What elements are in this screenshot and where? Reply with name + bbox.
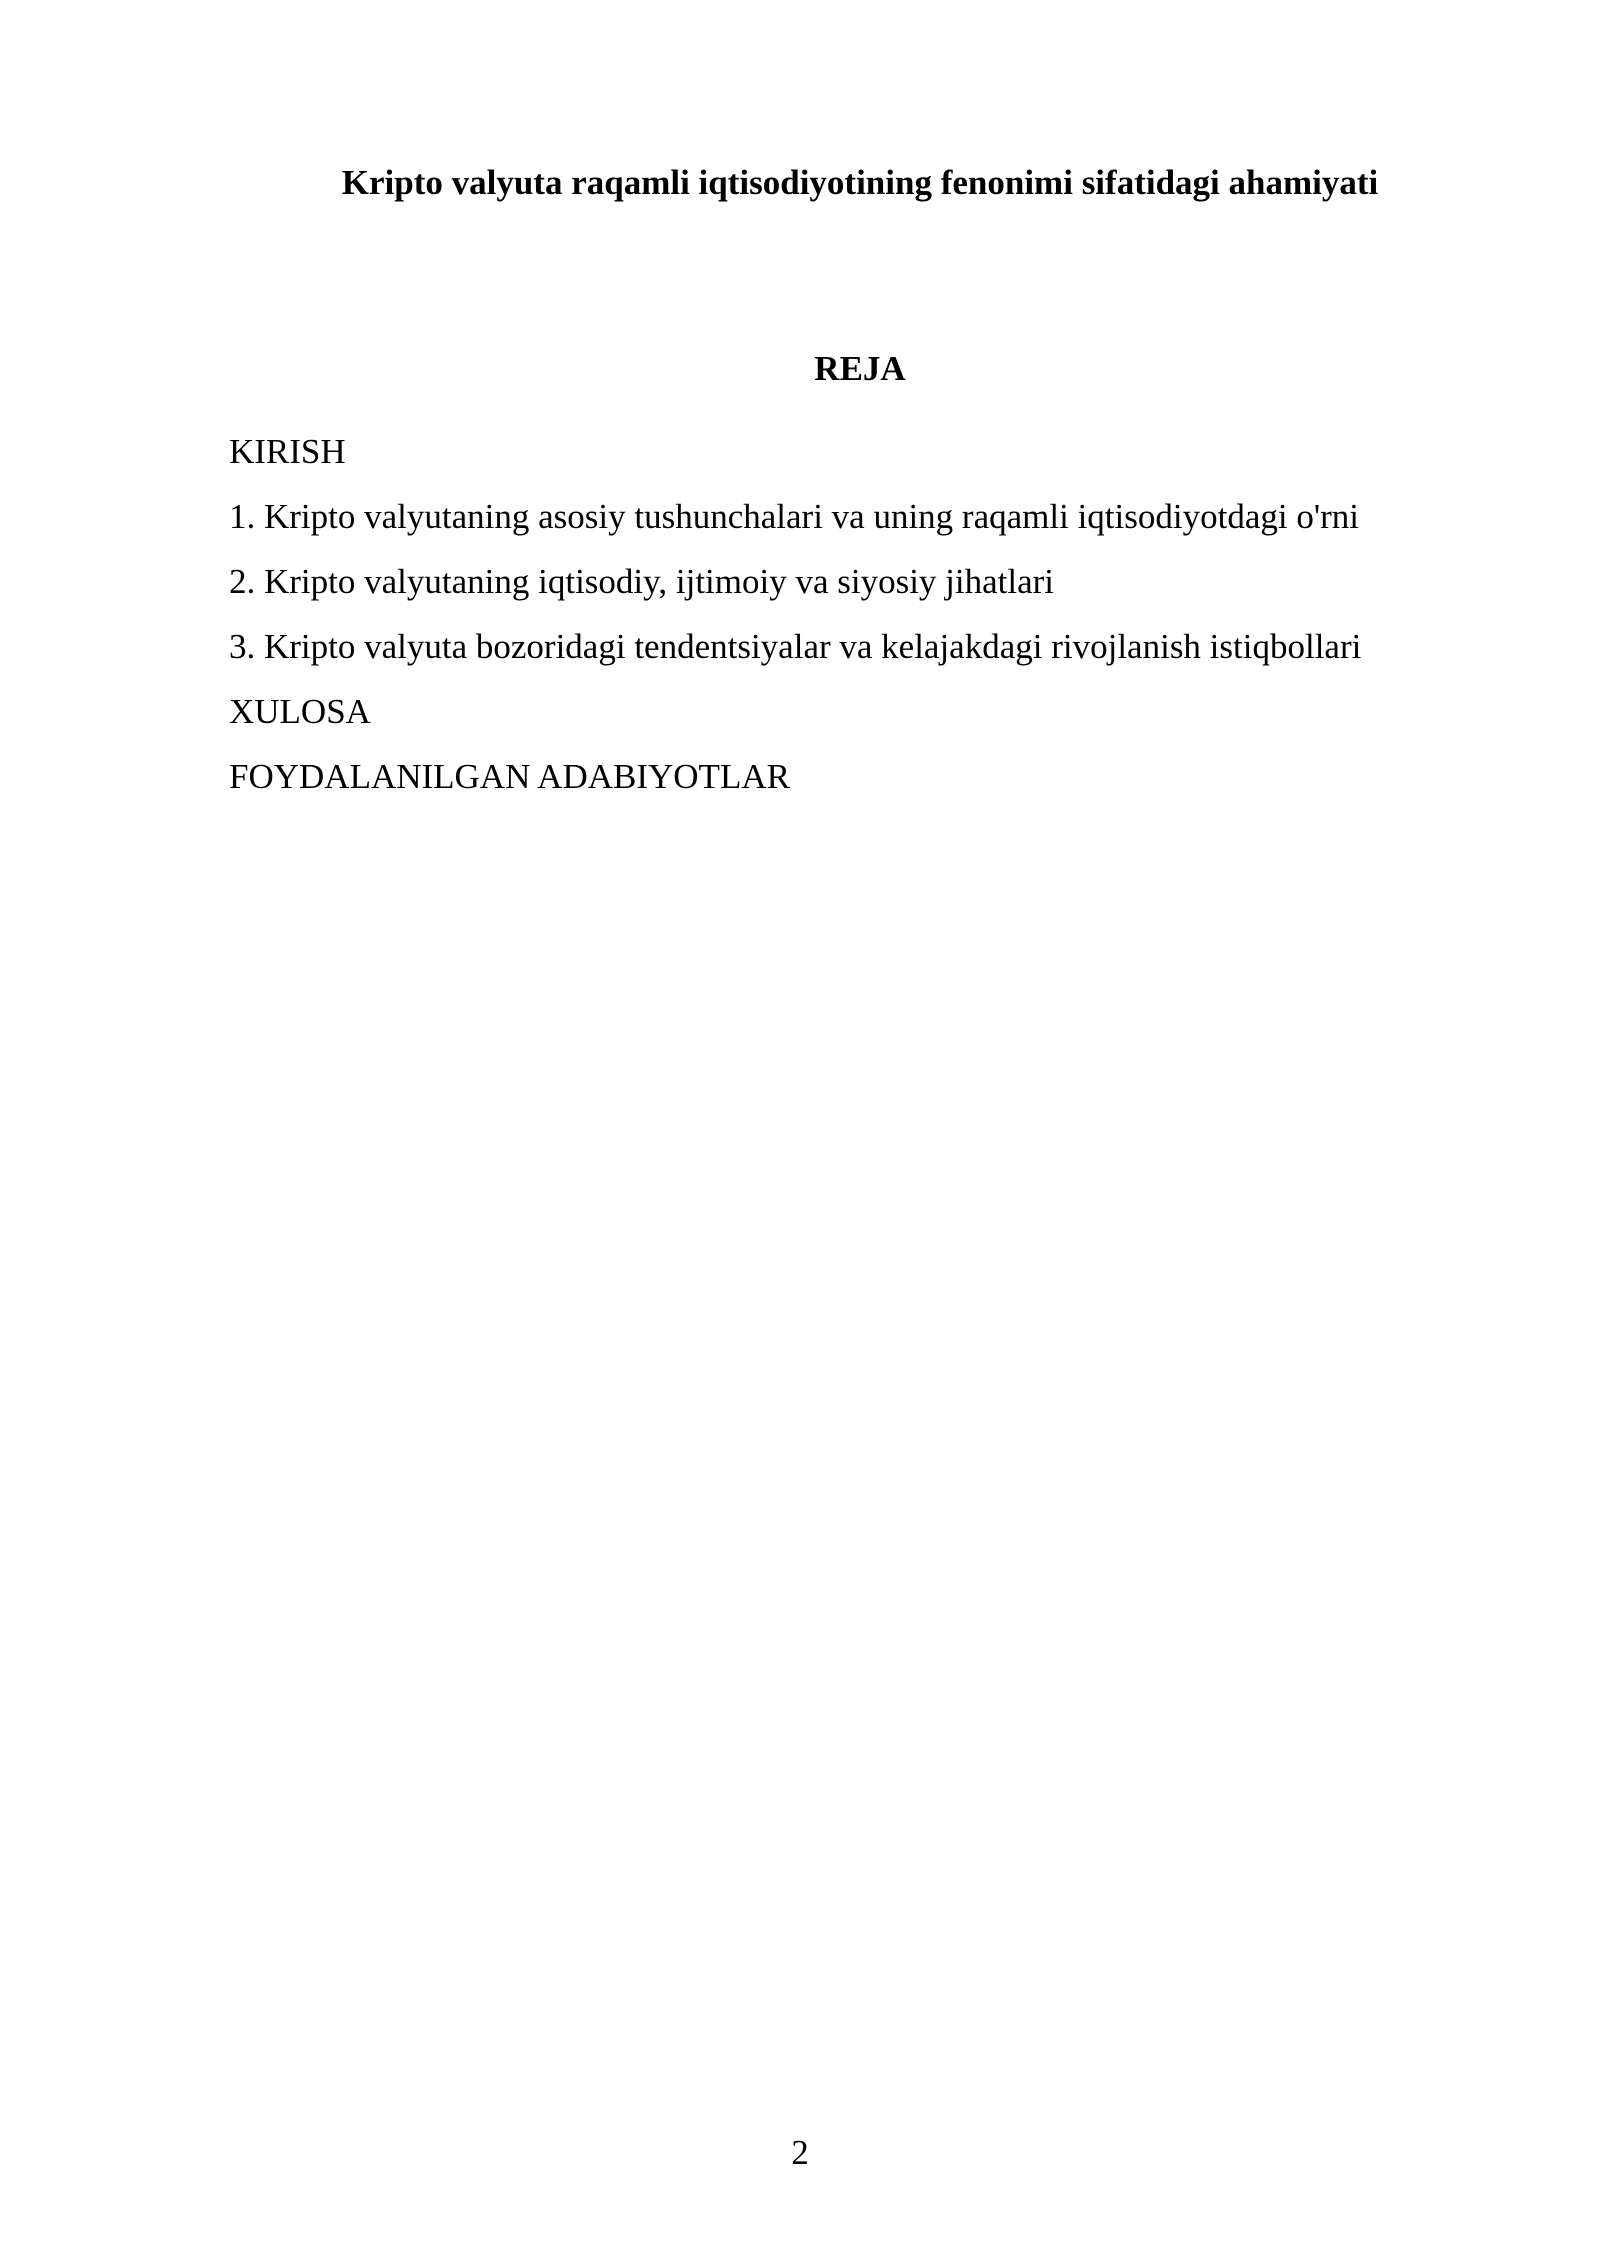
page-number: 2 bbox=[791, 2133, 809, 2172]
plan-item-conclusion: XULOSA bbox=[229, 692, 371, 731]
plan-item-references: FOYDALANILGAN ADABIYOTLAR bbox=[229, 757, 790, 796]
plan-item-introduction: KIRISH bbox=[229, 432, 346, 471]
plan-item-3: 3. Kripto valyuta bozoridagi tendentsiyalar va kelajakdagi rivojlanish istiqbollari bbox=[229, 627, 1362, 666]
plan-item-1: 1. Kripto valyutaning asosiy tushunchalari va uning raqamli iqtisodiyotdagi o'rni bbox=[229, 497, 1360, 536]
plan-heading: REJA bbox=[814, 349, 906, 388]
plan-item-2: 2. Kripto valyutaning iqtisodiy, ijtimoiy va siyosiy jihatlari bbox=[229, 562, 1055, 601]
plan-list bbox=[229, 419, 1529, 809]
document-title: Kripto valyuta raqamli iqtisodiyotining fenonimi sifatidagi ahamiyati bbox=[341, 163, 1379, 202]
